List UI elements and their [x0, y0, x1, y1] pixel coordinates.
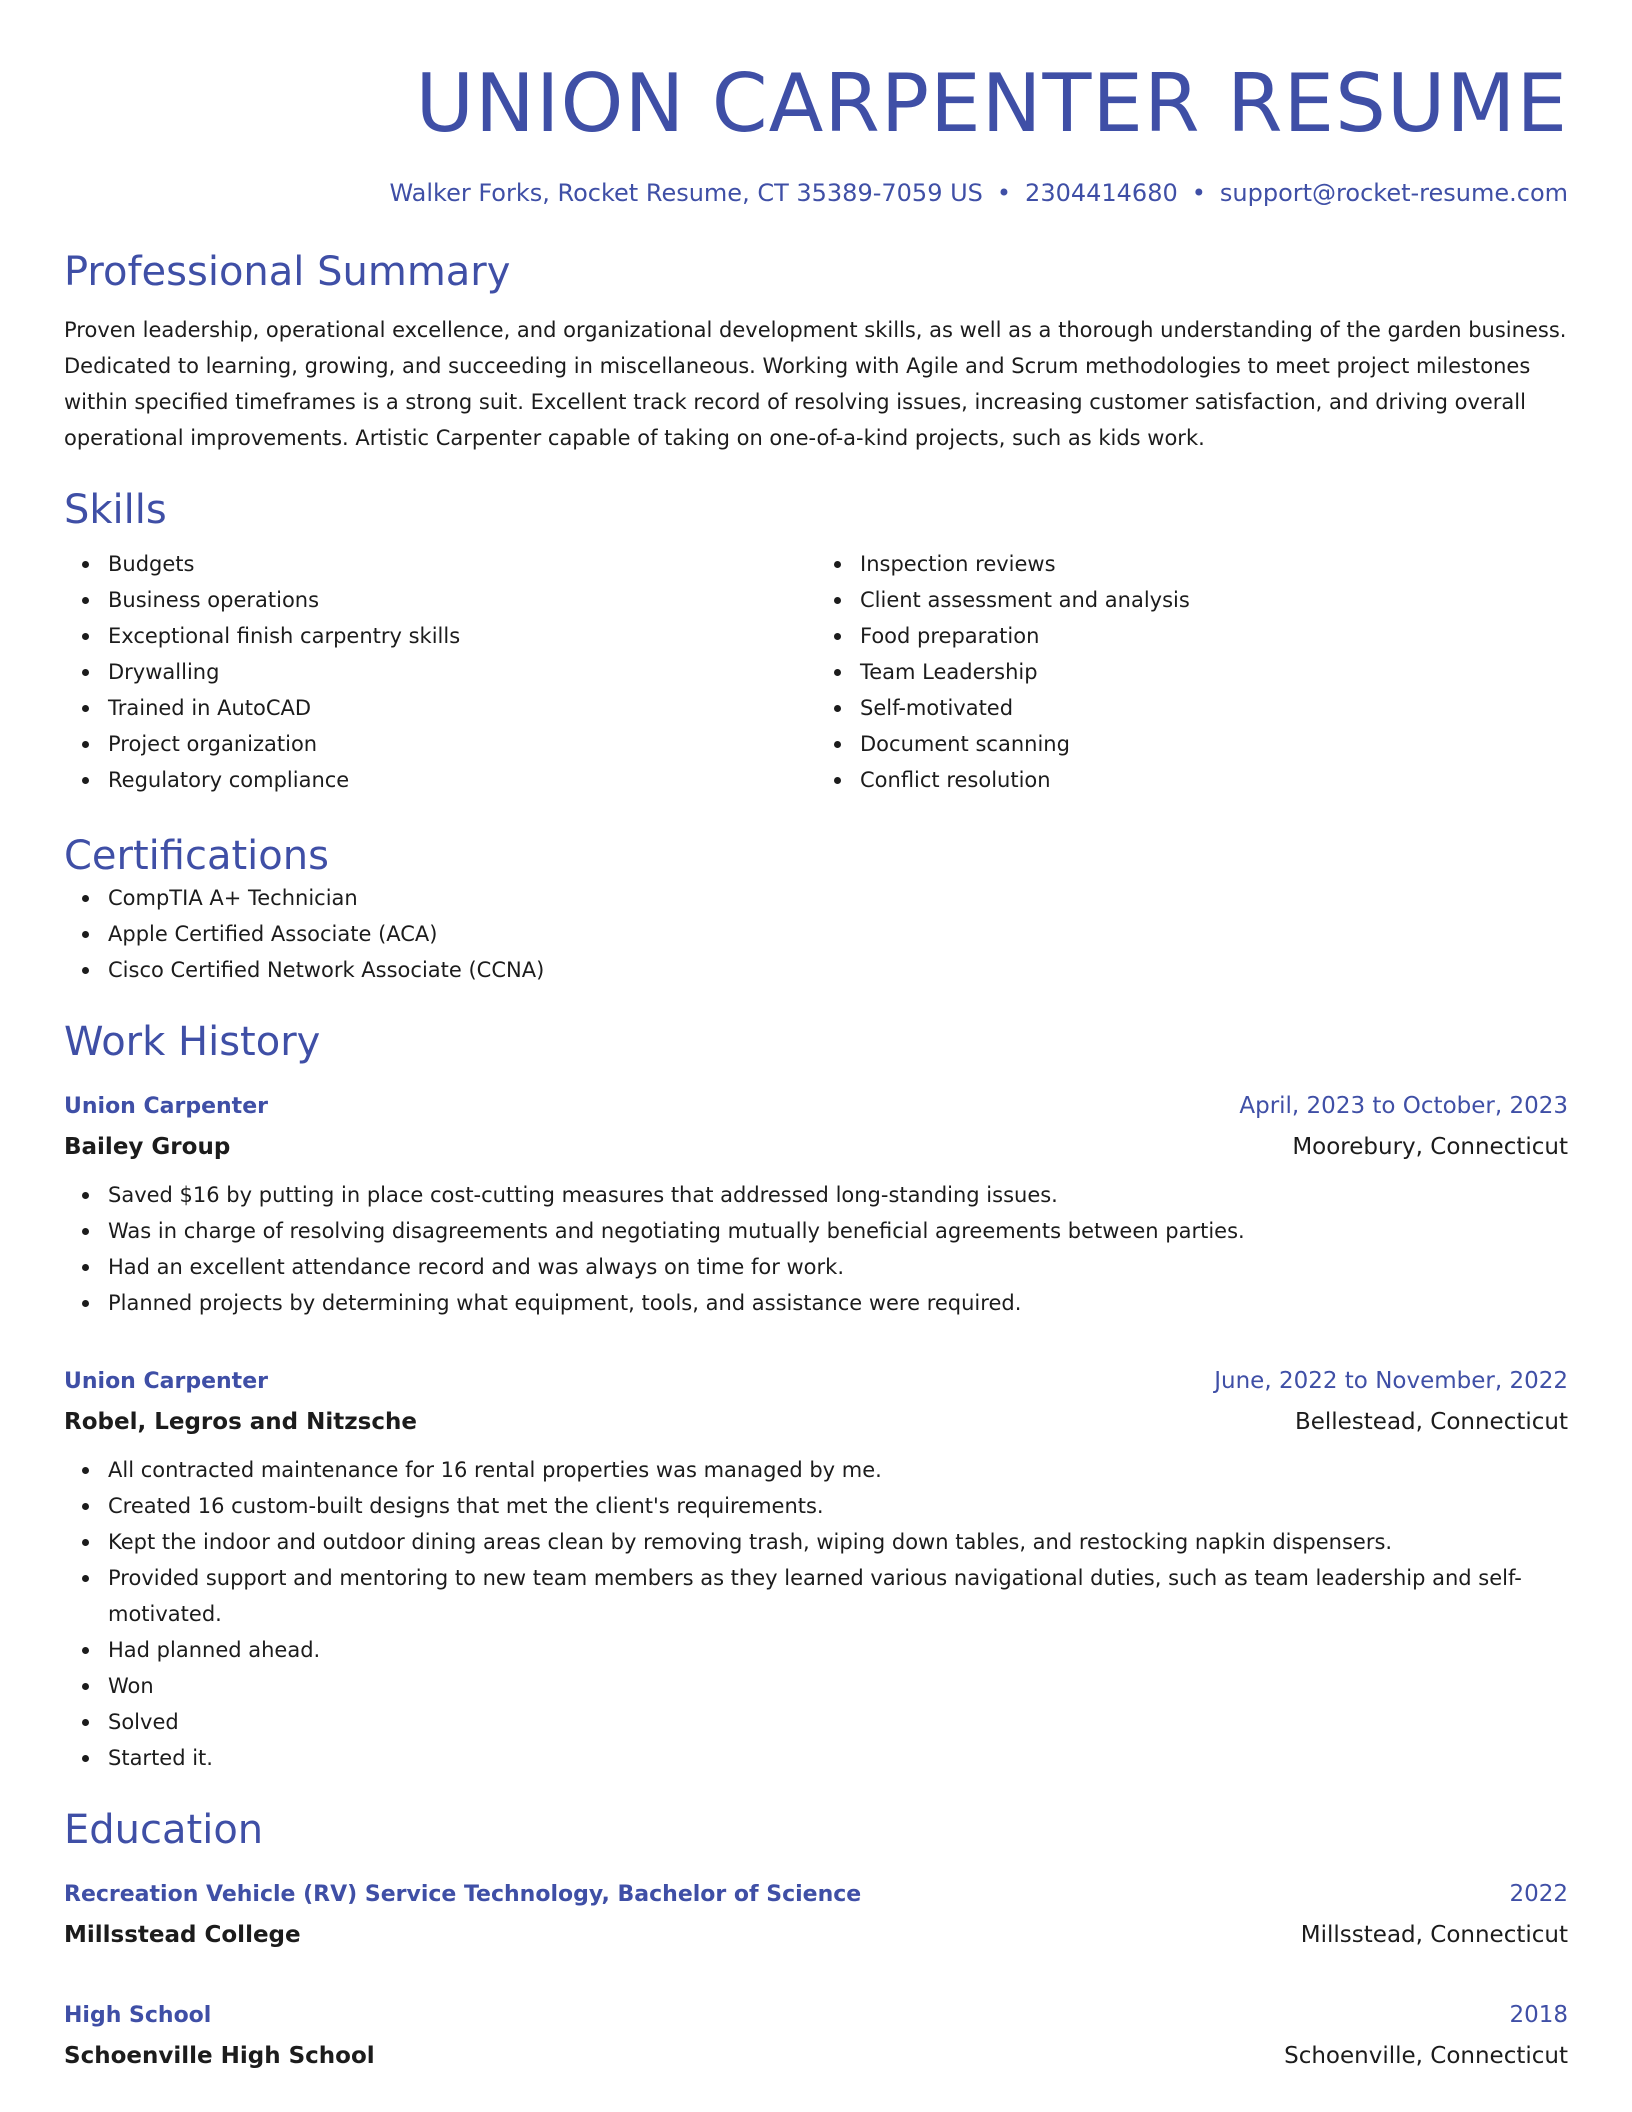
education-year: 2022	[1509, 1881, 1568, 1907]
job-bullets	[64, 1452, 1568, 1776]
certifications-section	[64, 832, 1568, 988]
skill-item: Client assessment and analysis	[860, 582, 1568, 618]
contact-email[interactable]: support@rocket-resume.com	[1219, 179, 1568, 207]
job-location: Bellestead, Connecticut	[1294, 1409, 1568, 1435]
job-company-row	[64, 1127, 1568, 1167]
education-heading: Education	[64, 1807, 264, 1853]
job-company: Robel, Legros and Nitzsche	[64, 1409, 417, 1435]
certifications-heading: Certifications	[64, 833, 329, 879]
education-entry	[64, 1995, 1568, 2076]
skill-item: Food preparation	[860, 618, 1568, 654]
job-bullet: Created 16 custom-built designs that met the client's requirements.	[108, 1488, 1568, 1524]
work-history-section	[64, 1018, 1568, 1776]
job-dates: June, 2022 to November, 2022	[1214, 1368, 1568, 1394]
education-school: Schoenville High School	[64, 2043, 375, 2069]
certifications-list	[64, 880, 1568, 988]
education-school-row	[64, 1915, 1568, 1955]
contact-separator: •	[1191, 179, 1206, 207]
job-bullets	[64, 1177, 1568, 1321]
skill-item: Document scanning	[860, 726, 1568, 762]
job-bullet: Planned projects by determining what equipment, tools, and assistance were required.	[108, 1285, 1568, 1321]
job-company: Bailey Group	[64, 1134, 231, 1160]
summary-section	[64, 248, 1568, 456]
education-entry	[64, 1874, 1568, 1955]
certification-item: Cisco Certified Network Associate (CCNA)	[108, 952, 1568, 988]
job-role: Union Carpenter	[64, 1094, 268, 1119]
job-bullet: Provided support and mentoring to new team members as they learned various navigational duties, such as team leadership and self-motivated.	[108, 1560, 1568, 1632]
education-section	[64, 1806, 1568, 2076]
job-entry	[64, 1361, 1568, 1776]
skills-column-right	[816, 546, 1568, 798]
summary-text: Proven leadership, operational excellence, and organizational development skills, as well as a thorough understanding of the garden business. Dedicated to learning, growing, and succeeding in miscellaneous. Working with Agile and Scrum methodologies to meet project milestones within specified timeframes is a strong suit. Excellent track record of resolving issues, increasing customer satisfaction, and driving overall operational improvements. Artistic Carpenter capable of taking on one-of-a-kind projects, such as kids work.	[64, 318, 1567, 450]
skill-item: Regulatory compliance	[108, 762, 816, 798]
education-year: 2018	[1509, 2002, 1568, 2028]
job-entry	[64, 1086, 1568, 1321]
contact-address: Walker Forks, Rocket Resume, CT 35389-7059 US	[389, 179, 983, 207]
skill-item: Exceptional finish carpentry skills	[108, 618, 816, 654]
job-title-row	[64, 1086, 1568, 1127]
skill-item: Team Leadership	[860, 654, 1568, 690]
skill-item: Trained in AutoCAD	[108, 690, 816, 726]
contact-line	[64, 178, 1568, 208]
skill-item: Inspection reviews	[860, 546, 1568, 582]
education-degree-row	[64, 1874, 1568, 1915]
skill-item: Self-motivated	[860, 690, 1568, 726]
job-role: Union Carpenter	[64, 1369, 268, 1394]
certification-item: Apple Certified Associate (ACA)	[108, 916, 1568, 952]
skill-item: Budgets	[108, 546, 816, 582]
skill-item: Drywalling	[108, 654, 816, 690]
education-degree-row	[64, 1995, 1568, 2036]
certification-item: CompTIA A+ Technician	[108, 880, 1568, 916]
skills-heading: Skills	[64, 487, 167, 533]
skills-column-left	[64, 546, 816, 798]
job-bullet: Won	[108, 1668, 1568, 1704]
job-bullet: All contracted maintenance for 16 rental properties was managed by me.	[108, 1452, 1568, 1488]
skill-item: Project organization	[108, 726, 816, 762]
job-bullet: Kept the indoor and outdoor dining areas clean by removing trash, wiping down tables, and restocking napkin dispensers.	[108, 1524, 1568, 1560]
education-degree: High School	[64, 2003, 212, 2028]
education-location: Millsstead, Connecticut	[1300, 1922, 1568, 1948]
job-dates: April, 2023 to October, 2023	[1239, 1093, 1568, 1119]
skill-item: Business operations	[108, 582, 816, 618]
education-location: Schoenville, Connecticut	[1284, 2043, 1568, 2069]
contact-separator: •	[996, 179, 1012, 207]
skills-section	[64, 486, 1568, 798]
job-company-row	[64, 1402, 1568, 1442]
resume-title: UNION CARPENTER RESUME	[415, 57, 1568, 150]
contact-phone[interactable]: 2304414680	[1025, 179, 1178, 207]
job-bullet: Solved	[108, 1704, 1568, 1740]
job-title-row	[64, 1361, 1568, 1402]
job-bullet: Started it.	[108, 1740, 1568, 1776]
skill-item: Conflict resolution	[860, 762, 1568, 798]
job-bullet: Was in charge of resolving disagreements and negotiating mutually beneficial agreements between parties.	[108, 1213, 1568, 1249]
education-school: Millsstead College	[64, 1922, 301, 1948]
education-school-row	[64, 2036, 1568, 2076]
skills-grid	[64, 546, 1568, 798]
education-degree: Recreation Vehicle (RV) Service Technology, Bachelor of Science	[64, 1882, 862, 1907]
summary-heading: Professional Summary	[64, 249, 511, 295]
job-bullet: Saved $16 by putting in place cost-cutting measures that addressed long-standing issues.	[108, 1177, 1568, 1213]
work-history-heading: Work History	[64, 1019, 321, 1065]
job-bullet: Had planned ahead.	[108, 1632, 1568, 1668]
resume-header	[64, 56, 1568, 208]
job-location: Moorebury, Connecticut	[1292, 1134, 1568, 1160]
job-bullet: Had an excellent attendance record and was always on time for work.	[108, 1249, 1568, 1285]
